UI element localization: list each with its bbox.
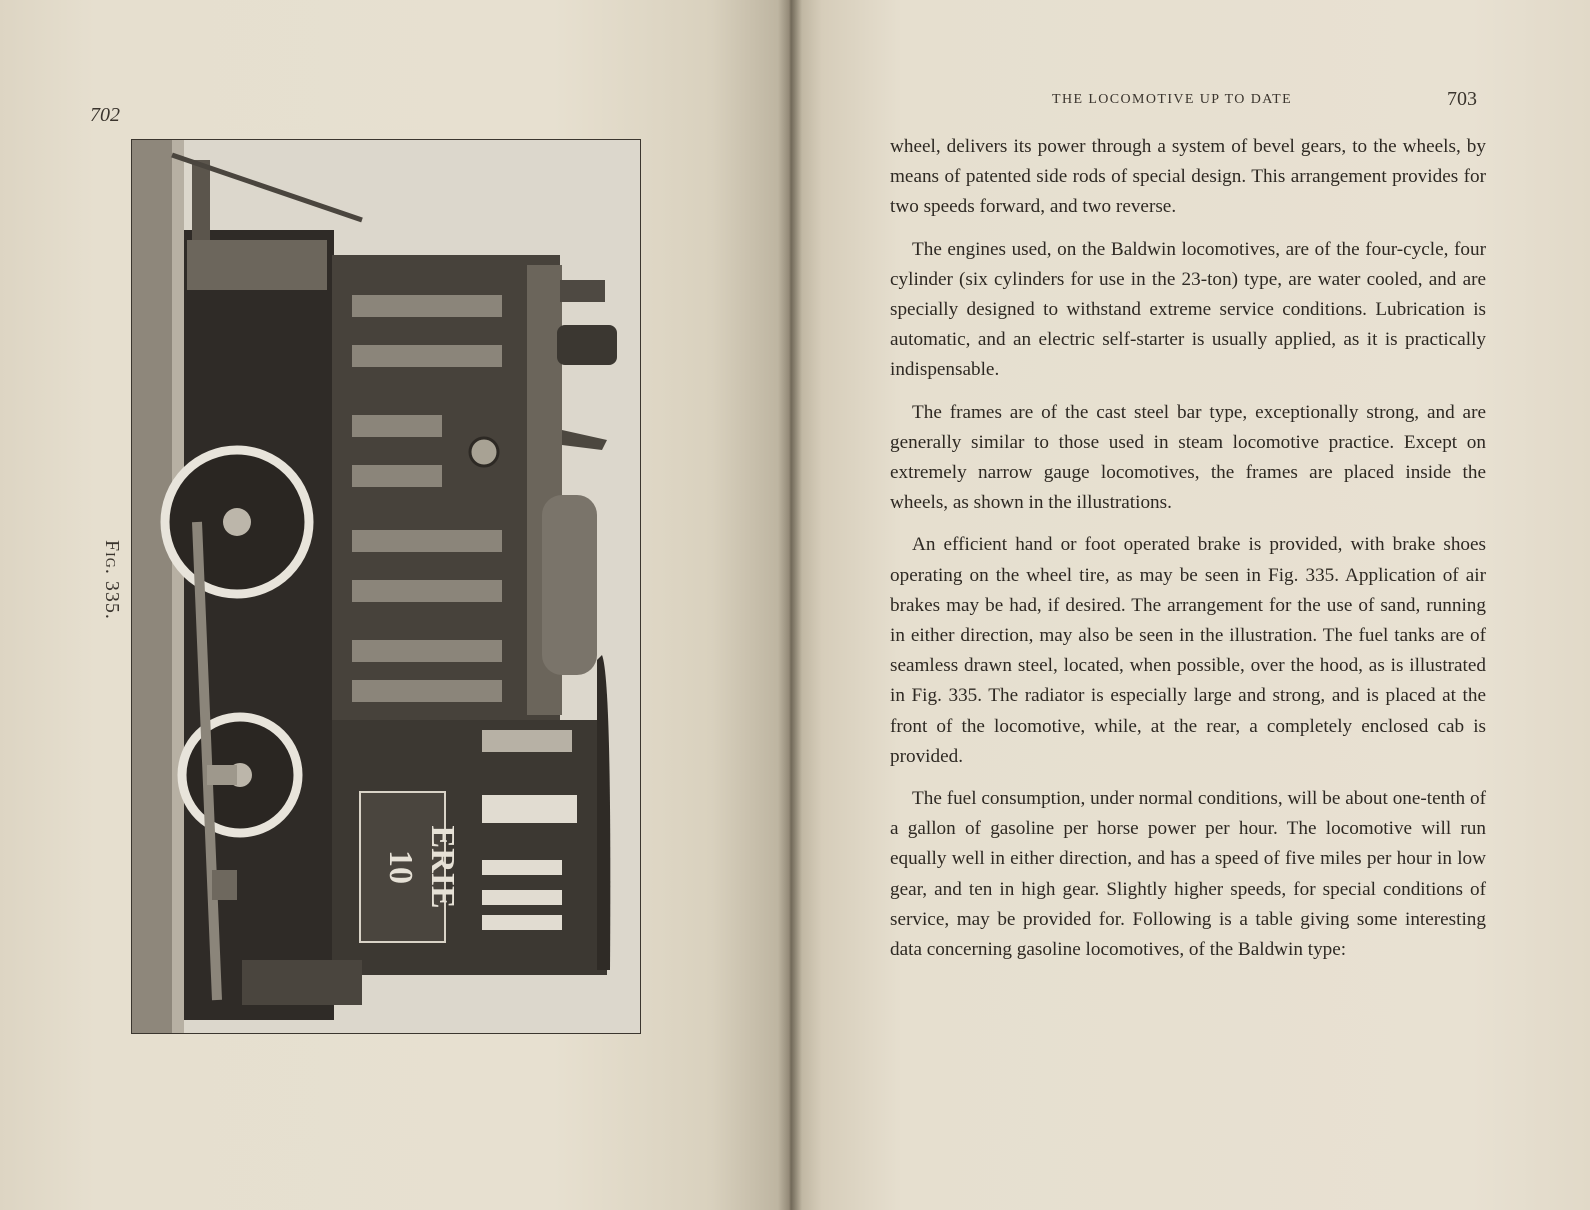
body-text — [890, 132, 1486, 977]
right-page — [790, 0, 1590, 1210]
paragraph: wheel, delivers its power through a system of bevel gears, to the wheels, by means of patented side rods of special design. This arrangement provides for two speeds forward, and two reverse. — [890, 136, 1486, 218]
book-gutter — [778, 0, 802, 1210]
locomotive-illustration — [132, 140, 640, 1033]
rail-line — [172, 140, 184, 1033]
page-number-left: 702 — [90, 104, 120, 126]
rod-bearing — [207, 765, 237, 785]
page-number-right: 703 — [1447, 88, 1477, 110]
fuel-tank — [542, 495, 597, 675]
exhaust-stack — [557, 325, 617, 365]
ground-strip — [132, 140, 172, 1033]
running-head: THE LOCOMOTIVE UP TO DATE — [1052, 92, 1293, 107]
left-page — [0, 0, 790, 1210]
builder-plate — [470, 438, 498, 466]
front-bumper — [192, 160, 210, 240]
paragraph: The engines used, on the Baldwin locomotives, are of the four-cycle, four cylinder (six cylinders for use in the 23-ton) type, are water cooled, and are specially designed to withstand extreme service conditions. Lubrication is automatic, and an electric self-starter is usually applied, as it is practically indispensable. — [890, 238, 1486, 381]
cab-number: 10 — [382, 850, 419, 884]
paragraph: An efficient hand or foot operated brake is provided, with brake shoes operating on the wheel tire, as may be seen in Fig. 335. Application of air brakes may be had, if desired. The arrangement for the use of sand, running in either direction, may also be seen in the illustration. The fuel tanks are of seamless drawn steel, located, when possible, over the hood, as is illustrated in Fig. 335. The radiator is especially large and strong, and is placed at the front of the locomotive, while, at the rear, a completely enclosed cab is provided. — [890, 534, 1486, 767]
cab-nameplate — [482, 730, 572, 752]
cab-lettering: ERIE — [424, 825, 461, 909]
radiator-guard — [187, 240, 327, 290]
paragraph: The frames are of the cast steel bar type, exceptionally strong, and are generally similar to those used in steam locomotive practice. Except on extremely narrow gauge locomotives, the frames are placed inside the wheels, as shown in the illustrations. — [890, 401, 1486, 514]
running-gear — [184, 230, 334, 1020]
rear-step — [242, 960, 362, 1005]
rear-wheel — [182, 717, 298, 833]
intake-pipe — [560, 280, 605, 302]
figure-caption: Fig. 335. — [101, 540, 123, 620]
paragraph: The fuel consumption, under normal conditions, will be about one-tenth of a gallon of gasoline per horse power per hour. The locomotive will run equally well in either direction, and has a speed of five miles per hour in low gear, and ten in high gear. Slightly higher speeds, for special conditions of service, may be provided for. Following is a table giving some interesting data concerning gasoline locomotives, of the Baldwin type: — [890, 788, 1486, 961]
front-wheel — [165, 450, 309, 594]
locomotive-photograph — [131, 139, 641, 1034]
brake-shoe — [212, 870, 237, 900]
